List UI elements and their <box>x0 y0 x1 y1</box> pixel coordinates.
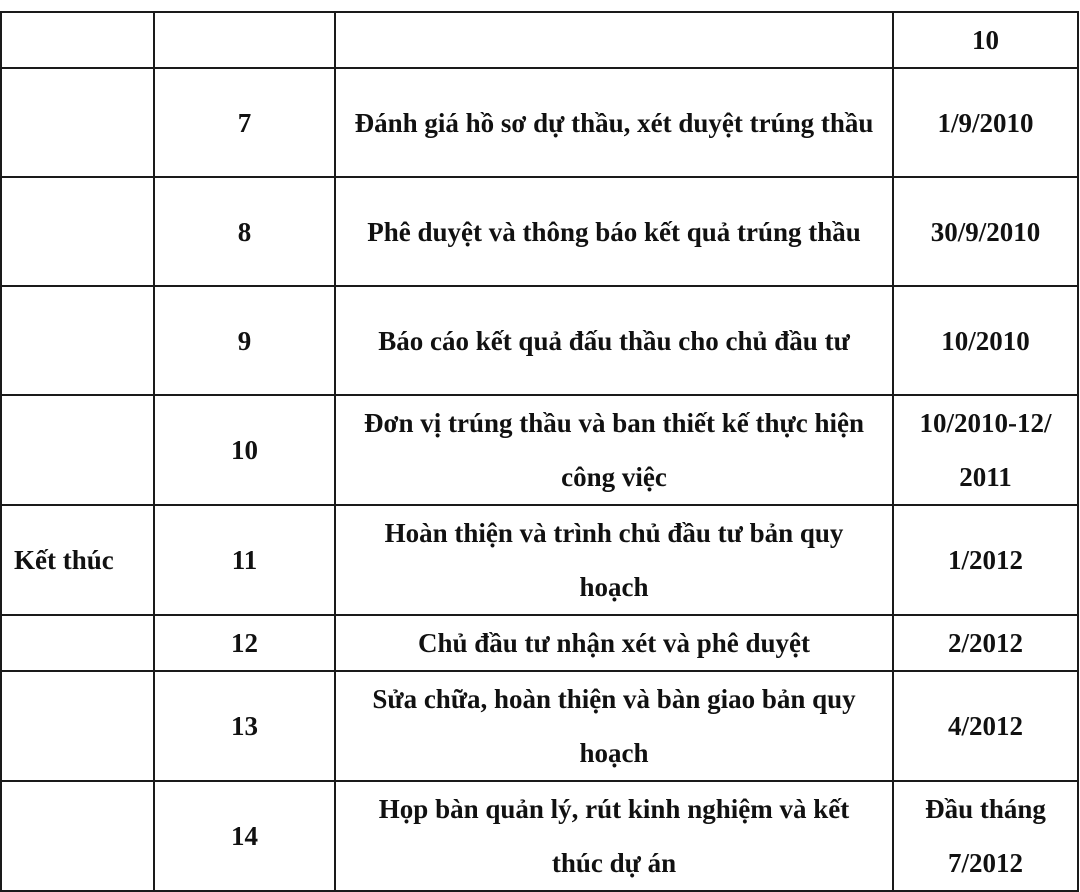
time-cell: 4/2012 <box>893 671 1078 781</box>
task-cell: Phê duyệt và thông báo kết quả trúng thầu <box>335 177 893 286</box>
step-cell: 7 <box>154 68 335 177</box>
step-cell: 9 <box>154 286 335 395</box>
task-cell: Họp bàn quản lý, rút kinh nghiệm và kết thúc dự án <box>335 781 893 891</box>
phase-cell <box>1 395 154 505</box>
phase-label: Kết thúc <box>1 505 154 615</box>
phase-cell <box>1 68 154 177</box>
table-row <box>1 68 1078 177</box>
time-cell: 10/2010-12/ 2011 <box>893 395 1078 505</box>
phase-cell <box>1 177 154 286</box>
time-cell: 2/2012 <box>893 615 1078 671</box>
phase-cell <box>1 615 154 671</box>
step-cell: 10 <box>154 395 335 505</box>
time-cell: 10 <box>893 12 1078 68</box>
table-row <box>1 286 1078 395</box>
step-cell: 13 <box>154 671 335 781</box>
task-cell: Đánh giá hồ sơ dự thầu, xét duyệt trúng thầu <box>335 68 893 177</box>
table-row <box>1 505 1078 615</box>
task-cell <box>335 12 893 68</box>
phase-cell <box>1 286 154 395</box>
step-cell: 14 <box>154 781 335 891</box>
step-cell: 11 <box>154 505 335 615</box>
table-row <box>1 12 1078 68</box>
table-row <box>1 615 1078 671</box>
table-row <box>1 781 1078 891</box>
time-cell: Đầu tháng 7/2012 <box>893 781 1078 891</box>
step-cell: 8 <box>154 177 335 286</box>
schedule-table <box>0 11 1079 892</box>
time-cell: 30/9/2010 <box>893 177 1078 286</box>
task-cell: Chủ đầu tư nhận xét và phê duyệt <box>335 615 893 671</box>
task-cell: Hoàn thiện và trình chủ đầu tư bản quy hoạch <box>335 505 893 615</box>
task-cell: Đơn vị trúng thầu và ban thiết kế thực hiện công việc <box>335 395 893 505</box>
phase-cell <box>1 671 154 781</box>
table-row <box>1 177 1078 286</box>
task-cell: Sửa chữa, hoàn thiện và bàn giao bản quy hoạch <box>335 671 893 781</box>
phase-cell <box>1 781 154 891</box>
time-cell: 10/2010 <box>893 286 1078 395</box>
time-cell: 1/9/2010 <box>893 68 1078 177</box>
table-row <box>1 395 1078 505</box>
table-row <box>1 671 1078 781</box>
task-cell: Báo cáo kết quả đấu thầu cho chủ đầu tư <box>335 286 893 395</box>
step-cell <box>154 12 335 68</box>
step-cell: 12 <box>154 615 335 671</box>
phase-cell <box>1 12 154 68</box>
time-cell: 1/2012 <box>893 505 1078 615</box>
